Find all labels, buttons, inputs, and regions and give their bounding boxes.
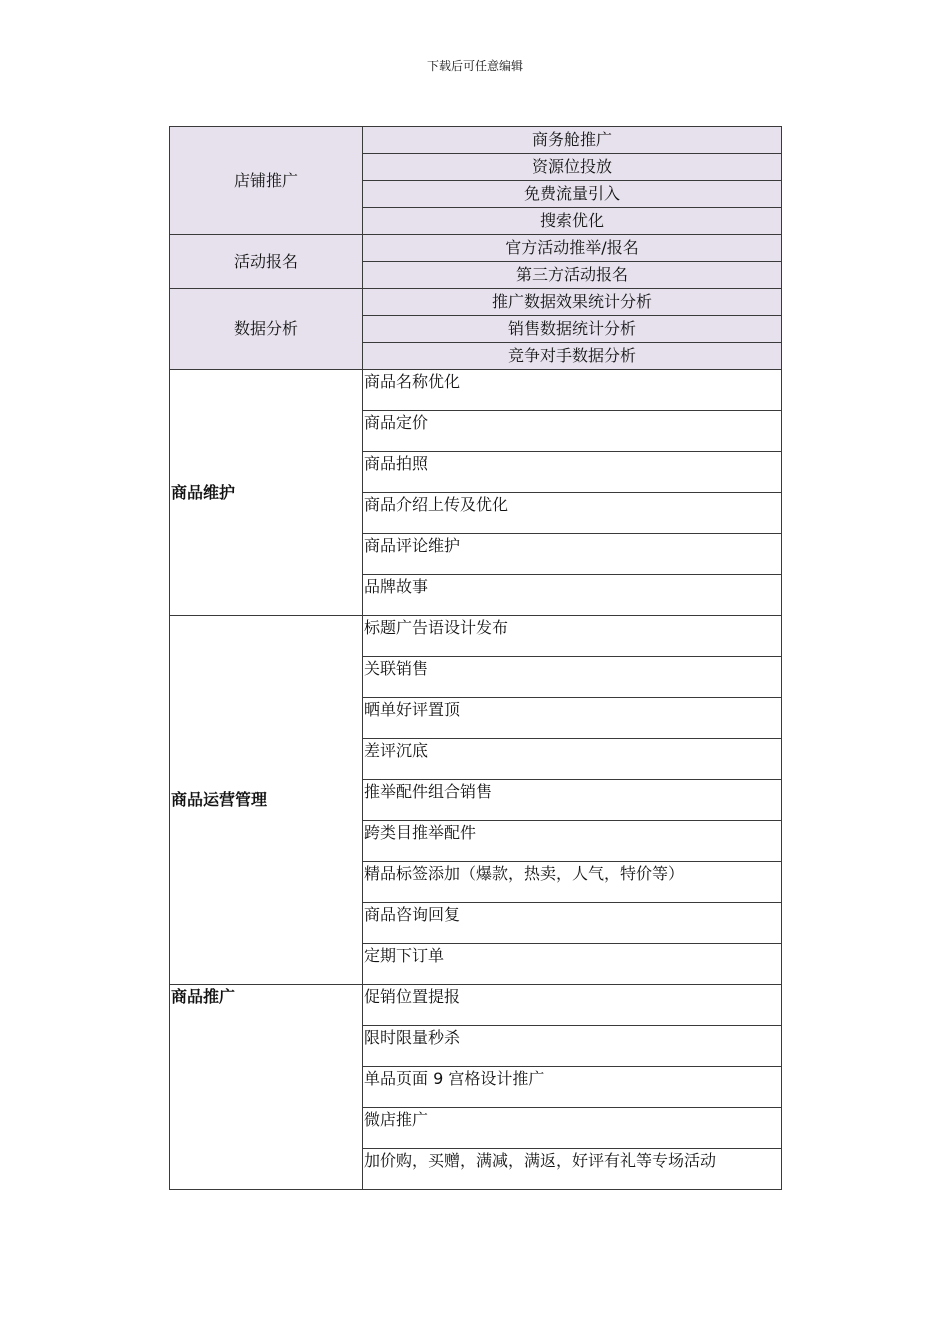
item-cell: 微店推广 (363, 1108, 782, 1149)
item-cell: 精品标签添加（爆款，热卖，人气，特价等） (363, 862, 782, 903)
table-row (170, 235, 782, 262)
operations-table (169, 126, 782, 1190)
table-row (170, 289, 782, 316)
item-cell: 商品评论维护 (363, 534, 782, 575)
table-row (170, 616, 782, 657)
item-cell: 商务舱推广 (363, 127, 782, 154)
item-cell: 跨类目推举配件 (363, 821, 782, 862)
item-cell: 加价购，买赠，满减，满返，好评有礼等专场活动 (363, 1149, 782, 1190)
item-cell: 搜索优化 (363, 208, 782, 235)
item-cell: 竞争对手数据分析 (363, 343, 782, 370)
group-cell: 商品维护 (170, 370, 363, 616)
group-cell: 数据分析 (170, 289, 363, 370)
item-cell: 商品咨询回复 (363, 903, 782, 944)
item-cell: 单品页面 9 宫格设计推广 (363, 1067, 782, 1108)
group-cell: 店铺推广 (170, 127, 363, 235)
item-cell: 销售数据统计分析 (363, 316, 782, 343)
item-cell: 晒单好评置顶 (363, 698, 782, 739)
item-cell: 商品介绍上传及优化 (363, 493, 782, 534)
item-cell: 免费流量引入 (363, 181, 782, 208)
table-row (170, 370, 782, 411)
page-header: 下载后可任意编辑 (426, 59, 523, 73)
group-cell: 商品运营管理 (170, 616, 363, 985)
item-cell: 标题广告语设计发布 (363, 616, 782, 657)
item-cell: 定期下订单 (363, 944, 782, 985)
item-cell: 推广数据效果统计分析 (363, 289, 782, 316)
item-cell: 商品名称优化 (363, 370, 782, 411)
item-cell: 推举配件组合销售 (363, 780, 782, 821)
item-cell: 商品拍照 (363, 452, 782, 493)
table-row (170, 127, 782, 154)
item-cell: 关联销售 (363, 657, 782, 698)
item-cell: 资源位投放 (363, 154, 782, 181)
item-cell: 品牌故事 (363, 575, 782, 616)
item-cell: 差评沉底 (363, 739, 782, 780)
table-row (170, 985, 782, 1026)
item-cell: 第三方活动报名 (363, 262, 782, 289)
item-cell: 官方活动推举/报名 (363, 235, 782, 262)
item-cell: 促销位置提报 (363, 985, 782, 1026)
group-cell: 商品推广 (170, 985, 363, 1190)
item-cell: 商品定价 (363, 411, 782, 452)
group-cell: 活动报名 (170, 235, 363, 289)
item-cell: 限时限量秒杀 (363, 1026, 782, 1067)
